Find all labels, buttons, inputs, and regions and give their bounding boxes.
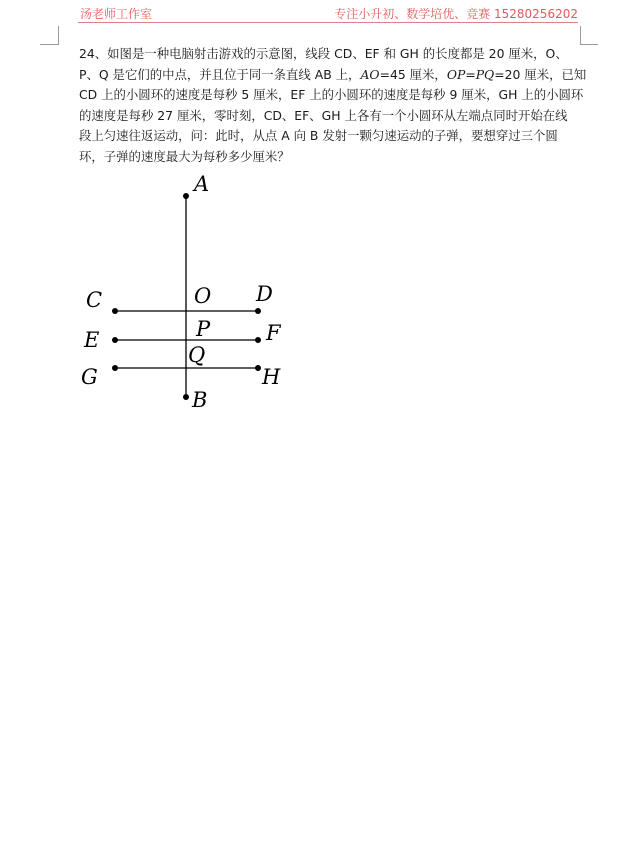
label-f: F [266, 321, 281, 345]
problem-line-4: 的速度是每秒 27 厘米，零时刻，CD、EF、GH 上各有一个小圆环从左端点同时开始在线 [79, 107, 568, 123]
label-b: B [192, 388, 208, 412]
crop-mark-top-right-v [580, 26, 581, 45]
label-e: E [84, 328, 100, 352]
problem-line-6: 环，子弹的速度最大为每秒多少厘米？ [79, 148, 290, 164]
label-d: D [256, 282, 273, 306]
segment-ao: AO [360, 66, 380, 82]
segment-op: OP [446, 66, 466, 82]
point-d [255, 308, 261, 314]
problem-line-2 [79, 65, 585, 86]
label-p: P [196, 317, 211, 341]
crop-mark-top-left-v [58, 26, 59, 45]
problem-line-2-part-c: =20 厘米，已知 [494, 66, 587, 82]
problem-text [79, 44, 585, 168]
problem-line-5: 段上匀速往返运动，问：此时，从点 A 向 B 发射一颗匀速运动的子弹，要想穿过三个圆 [79, 128, 558, 144]
header-contact: 专注小升初、数学培优、竞赛 15280256202 [334, 7, 578, 21]
point-b [183, 394, 189, 400]
problem-line-2-part-b: =45 厘米， [379, 66, 447, 82]
label-h: H [262, 365, 281, 389]
header-studio-name: 汤老师工作室 [80, 7, 153, 21]
geometry-figure [70, 170, 310, 420]
label-o: O [194, 284, 212, 308]
segment-pq: PQ [475, 66, 495, 82]
point-c [112, 308, 118, 314]
label-c: C [86, 288, 103, 312]
point-h [255, 365, 261, 371]
problem-line-2-part-a: P、Q 是它们的中点，并且位于同一条直线 AB 上， [79, 66, 361, 82]
page-header [78, 4, 578, 23]
point-e [112, 337, 118, 343]
equals-sign: = [465, 66, 476, 82]
label-a: A [194, 172, 210, 196]
label-g: G [81, 365, 98, 389]
point-f [255, 337, 261, 343]
problem-line-3: CD 上的小圆环的速度是每秒 5 厘米，EF 上的小圆环的速度是每秒 9 厘米，GH 上的小圆环 [79, 87, 584, 103]
crop-mark-top-left-h [40, 44, 58, 45]
point-a [183, 193, 189, 199]
problem-line-1: 24、如图是一种电脑射击游戏的示意图，线段 CD、EF 和 GH 的长度都是 20 厘米，O、 [79, 46, 568, 61]
label-q: Q [188, 343, 206, 367]
point-g [112, 365, 118, 371]
